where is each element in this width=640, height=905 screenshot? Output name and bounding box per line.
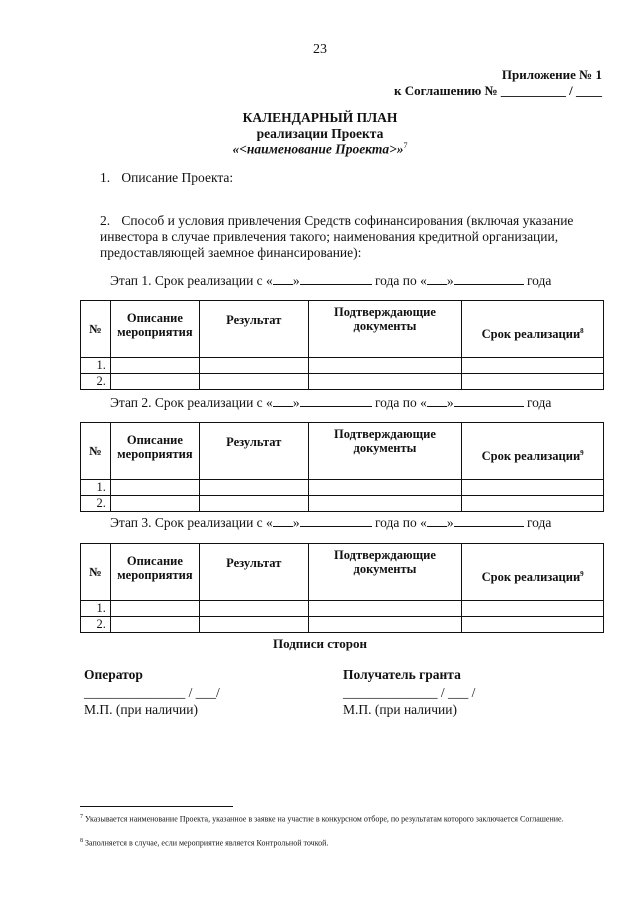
footnote-ref-7: 7	[403, 141, 408, 150]
month-blank	[300, 395, 372, 407]
table-row	[81, 358, 604, 374]
table-row	[81, 374, 604, 390]
cell-term[interactable]	[462, 496, 604, 512]
day-blank	[427, 515, 447, 527]
cell-term[interactable]	[462, 374, 604, 390]
cell-result[interactable]	[199, 601, 308, 617]
project-name-placeholder	[0, 141, 640, 158]
item-project-description	[100, 170, 233, 186]
recipient-signature-block	[343, 667, 475, 718]
row-number: 2.	[81, 374, 111, 390]
cell-term[interactable]	[462, 617, 604, 633]
item-number: 1.	[100, 170, 111, 185]
month-blank	[454, 273, 524, 285]
stage-from-text: Срок реализации с «	[154, 273, 273, 288]
row-number: 1.	[81, 480, 111, 496]
cell-description[interactable]	[110, 480, 199, 496]
header-description: Описание мероприятия	[110, 423, 199, 480]
stage-3-table	[80, 543, 604, 633]
footnote-separator	[80, 806, 233, 807]
table-row	[81, 496, 604, 512]
agreement-reference: к Соглашению № __________ / ____	[394, 83, 602, 98]
year-text: года	[526, 395, 552, 410]
operator-seal: М.П. (при наличии)	[84, 702, 198, 717]
header-term: Срок реализации$^9$	[462, 544, 604, 601]
document-subtitle: реализации Проекта	[256, 126, 384, 141]
month-blank	[300, 515, 372, 527]
day-blank	[273, 273, 293, 285]
page-number: 23	[313, 42, 327, 57]
quote-close: »	[292, 273, 300, 288]
row-number: 1.	[81, 358, 111, 374]
cell-result[interactable]	[199, 480, 308, 496]
recipient-signature-line[interactable]: ______________ / ___ /	[343, 685, 476, 700]
recipient-seal: М.П. (при наличии)	[343, 702, 457, 717]
stage-2-heading	[110, 395, 551, 411]
project-name-text: «<наименование Проекта>»	[232, 141, 404, 157]
year-text: года	[526, 273, 552, 288]
stage-3-heading	[110, 515, 551, 531]
item-text: Способ и условия привлечения Средств софинансирования (включая указание инвестора в случае привлечения такого; наименования кредитной организации, предоставляющей заемное финансирование):	[100, 213, 574, 260]
row-number: 1.	[81, 601, 111, 617]
item-number: 2.	[100, 213, 111, 228]
table-header-row	[81, 544, 604, 601]
cell-documents[interactable]	[308, 496, 462, 512]
cell-documents[interactable]	[308, 601, 462, 617]
day-blank	[427, 395, 447, 407]
cell-documents[interactable]	[308, 358, 462, 374]
footnote-number: 8	[80, 838, 83, 844]
header-num: №	[81, 544, 111, 601]
stage-from-text: Срок реализации с «	[154, 395, 273, 410]
cell-result[interactable]	[199, 358, 308, 374]
header-documents: Подтверждающие документы	[308, 544, 462, 601]
month-blank	[454, 395, 524, 407]
stage-1-table	[80, 300, 604, 390]
cell-description[interactable]	[110, 374, 199, 390]
cell-term[interactable]	[462, 601, 604, 617]
operator-label: Оператор	[84, 667, 143, 682]
year-to-text: года по «	[374, 273, 427, 288]
header-term: Срок реализации$^9$	[462, 423, 604, 480]
quote-close: »	[292, 515, 300, 530]
quote-close: »	[446, 515, 454, 530]
row-number: 2.	[81, 617, 111, 633]
year-to-text: года по «	[374, 515, 427, 530]
footnote-7	[80, 812, 602, 825]
stage-from-text: Срок реализации с «	[154, 515, 273, 530]
year-text: года	[526, 515, 552, 530]
header-documents: Подтверждающие документы	[308, 423, 462, 480]
cell-documents[interactable]	[308, 374, 462, 390]
stage-2-table	[80, 422, 604, 512]
footnote-text: Указывается наименование Проекта, указанное в заявке на участие в конкурсном отборе, по результатам которого заключается Соглашение.	[85, 814, 564, 824]
month-blank	[300, 273, 372, 285]
appendix-number: Приложение № 1	[501, 67, 602, 82]
header-description: Описание мероприятия	[110, 301, 199, 358]
stage-1-heading	[110, 273, 551, 289]
item-text: Описание Проекта:	[121, 170, 234, 185]
header-description: Описание мероприятия	[110, 544, 199, 601]
year-to-text: года по «	[374, 395, 427, 410]
table-row	[81, 601, 604, 617]
header-result: Результат	[199, 423, 308, 480]
cell-result[interactable]	[199, 496, 308, 512]
day-blank	[427, 273, 447, 285]
cell-description[interactable]	[110, 601, 199, 617]
operator-signature-block	[84, 667, 220, 718]
table-row	[81, 480, 604, 496]
header-result: Результат	[199, 301, 308, 358]
item-cofinancing	[100, 213, 610, 261]
cell-term[interactable]	[462, 480, 604, 496]
stage-label: Этап 1.	[110, 273, 152, 288]
table-row	[81, 617, 604, 633]
cell-documents[interactable]	[308, 617, 462, 633]
footnote-number: 7	[80, 814, 83, 820]
signatures-title: Подписи сторон	[272, 636, 367, 651]
header-term: Срок реализации$^8$	[462, 301, 604, 358]
cell-description[interactable]	[110, 358, 199, 374]
day-blank	[273, 515, 293, 527]
table-header-row	[81, 423, 604, 480]
day-blank	[273, 395, 293, 407]
cell-documents[interactable]	[308, 480, 462, 496]
header-documents: Подтверждающие документы	[308, 301, 462, 358]
quote-close: »	[446, 395, 454, 410]
footnote-text: Заполняется в случае, если мероприятие является Контрольной точкой.	[85, 838, 329, 848]
document-title: КАЛЕНДАРНЫЙ ПЛАН	[242, 110, 398, 125]
cell-term[interactable]	[462, 358, 604, 374]
stage-label: Этап 3.	[110, 515, 152, 530]
header-num: №	[81, 423, 111, 480]
row-number: 2.	[81, 496, 111, 512]
quote-close: »	[292, 395, 300, 410]
footnote-8	[80, 836, 602, 849]
month-blank	[454, 515, 524, 527]
cell-description[interactable]	[110, 617, 199, 633]
header-result: Результат	[199, 544, 308, 601]
recipient-label: Получатель гранта	[343, 667, 461, 682]
cell-result[interactable]	[199, 617, 308, 633]
stage-label: Этап 2.	[110, 395, 152, 410]
quote-close: »	[446, 273, 454, 288]
cell-description[interactable]	[110, 496, 199, 512]
table-header-row	[81, 301, 604, 358]
cell-result[interactable]	[199, 374, 308, 390]
header-num: №	[81, 301, 111, 358]
operator-signature-line[interactable]: _______________ / ___/	[84, 685, 220, 700]
